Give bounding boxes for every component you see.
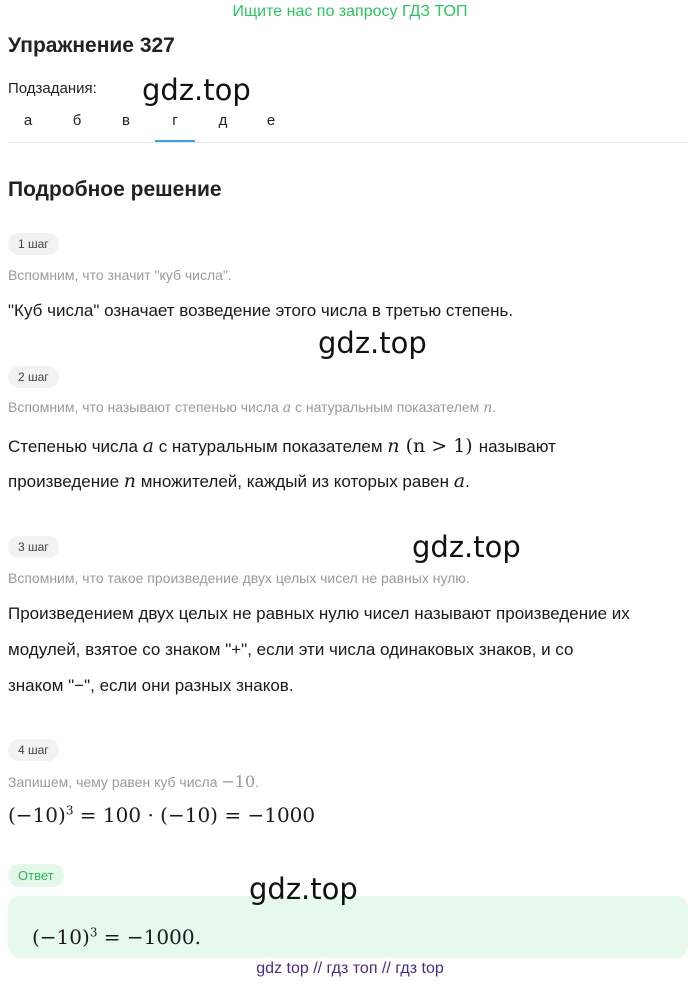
text-run: . [465,472,470,491]
tab-b[interactable]: б [72,112,82,129]
subtask-tabs [8,112,688,143]
math-var: a [282,400,292,416]
tab-v[interactable]: в [122,112,130,129]
formula-exponent: 3 [65,803,74,818]
text-run: произведение [8,472,124,491]
math-value: −10 [221,772,256,791]
step-2-line-1 [8,428,556,465]
math-var: n [387,435,400,457]
step-2-hint [8,399,496,416]
subtasks-label: Подзадания: [8,80,97,97]
answer-formula [32,925,201,949]
step-3-hint: Вспомним, что такое произведение двух целых чисел не равных нулю. [8,570,470,586]
formula-rest: = 100 · (−10) = −1000 [73,803,316,827]
text-run: с натуральным показателем [153,437,388,456]
step-3-line-1: Произведением двух целых не равных нулю чисел называют произведение их [8,604,630,623]
math-var: n [483,400,493,416]
promo-banner[interactable]: Ищите нас по запросу ГДЗ ТОП [232,3,468,20]
watermark: gdz.top [412,530,521,564]
step-2-line-2 [8,463,470,500]
math-var: a [453,470,466,492]
text-run: множителей, каждый из которых равен [136,472,454,491]
step-4-hint [8,772,259,791]
hint-text: . [255,774,260,790]
hint-text: . [492,399,497,415]
tab-g[interactable]: г [155,112,195,142]
step-1-badge: 1 шаг [8,233,59,255]
step-1-text: "Куб числа" означает возведение этого числа в третью степень. [8,301,514,320]
step-4-formula [8,803,315,827]
watermark: gdz.top [318,326,427,360]
footer-links[interactable]: gdz top // гдз топ // гдз top [256,960,444,977]
page-title: Упражнение 327 [8,34,175,57]
answer-badge: Ответ [8,864,64,887]
step-3-line-3: знаком "−", если они разных знаков. [8,676,294,695]
step-3-line-2: модулей, взятое со знаком "+", если эти числа одинаковых знаков, и со [8,640,574,659]
math-condition: (n > 1) [399,435,479,457]
step-2-badge: 2 шаг [8,366,59,388]
step-4-badge: 4 шаг [8,739,59,761]
step-1-hint: Вспомним, что значит "куб числа". [8,267,232,283]
text-run: Степенью числа [8,437,143,456]
hint-text: Вспомним, что называют степенью числа [8,399,283,415]
formula-base: (−10) [8,803,66,827]
tab-a[interactable]: а [23,112,33,129]
math-var: n [123,470,137,492]
tab-e[interactable]: е [266,112,276,129]
formula-rest: = −1000. [97,925,201,949]
solution-title: Подробное решение [8,178,222,201]
tab-d[interactable]: д [218,112,228,129]
watermark: gdz.top [249,872,358,906]
text-run: называют [478,437,556,456]
formula-exponent: 3 [89,925,98,940]
hint-text: с натуральным показателем [291,399,484,415]
formula-base: (−10) [32,925,90,949]
hint-text: Запишем, чему равен куб числа [8,774,222,790]
watermark: gdz.top [142,73,251,107]
math-var: a [142,435,154,457]
step-3-badge: 3 шаг [8,536,59,558]
